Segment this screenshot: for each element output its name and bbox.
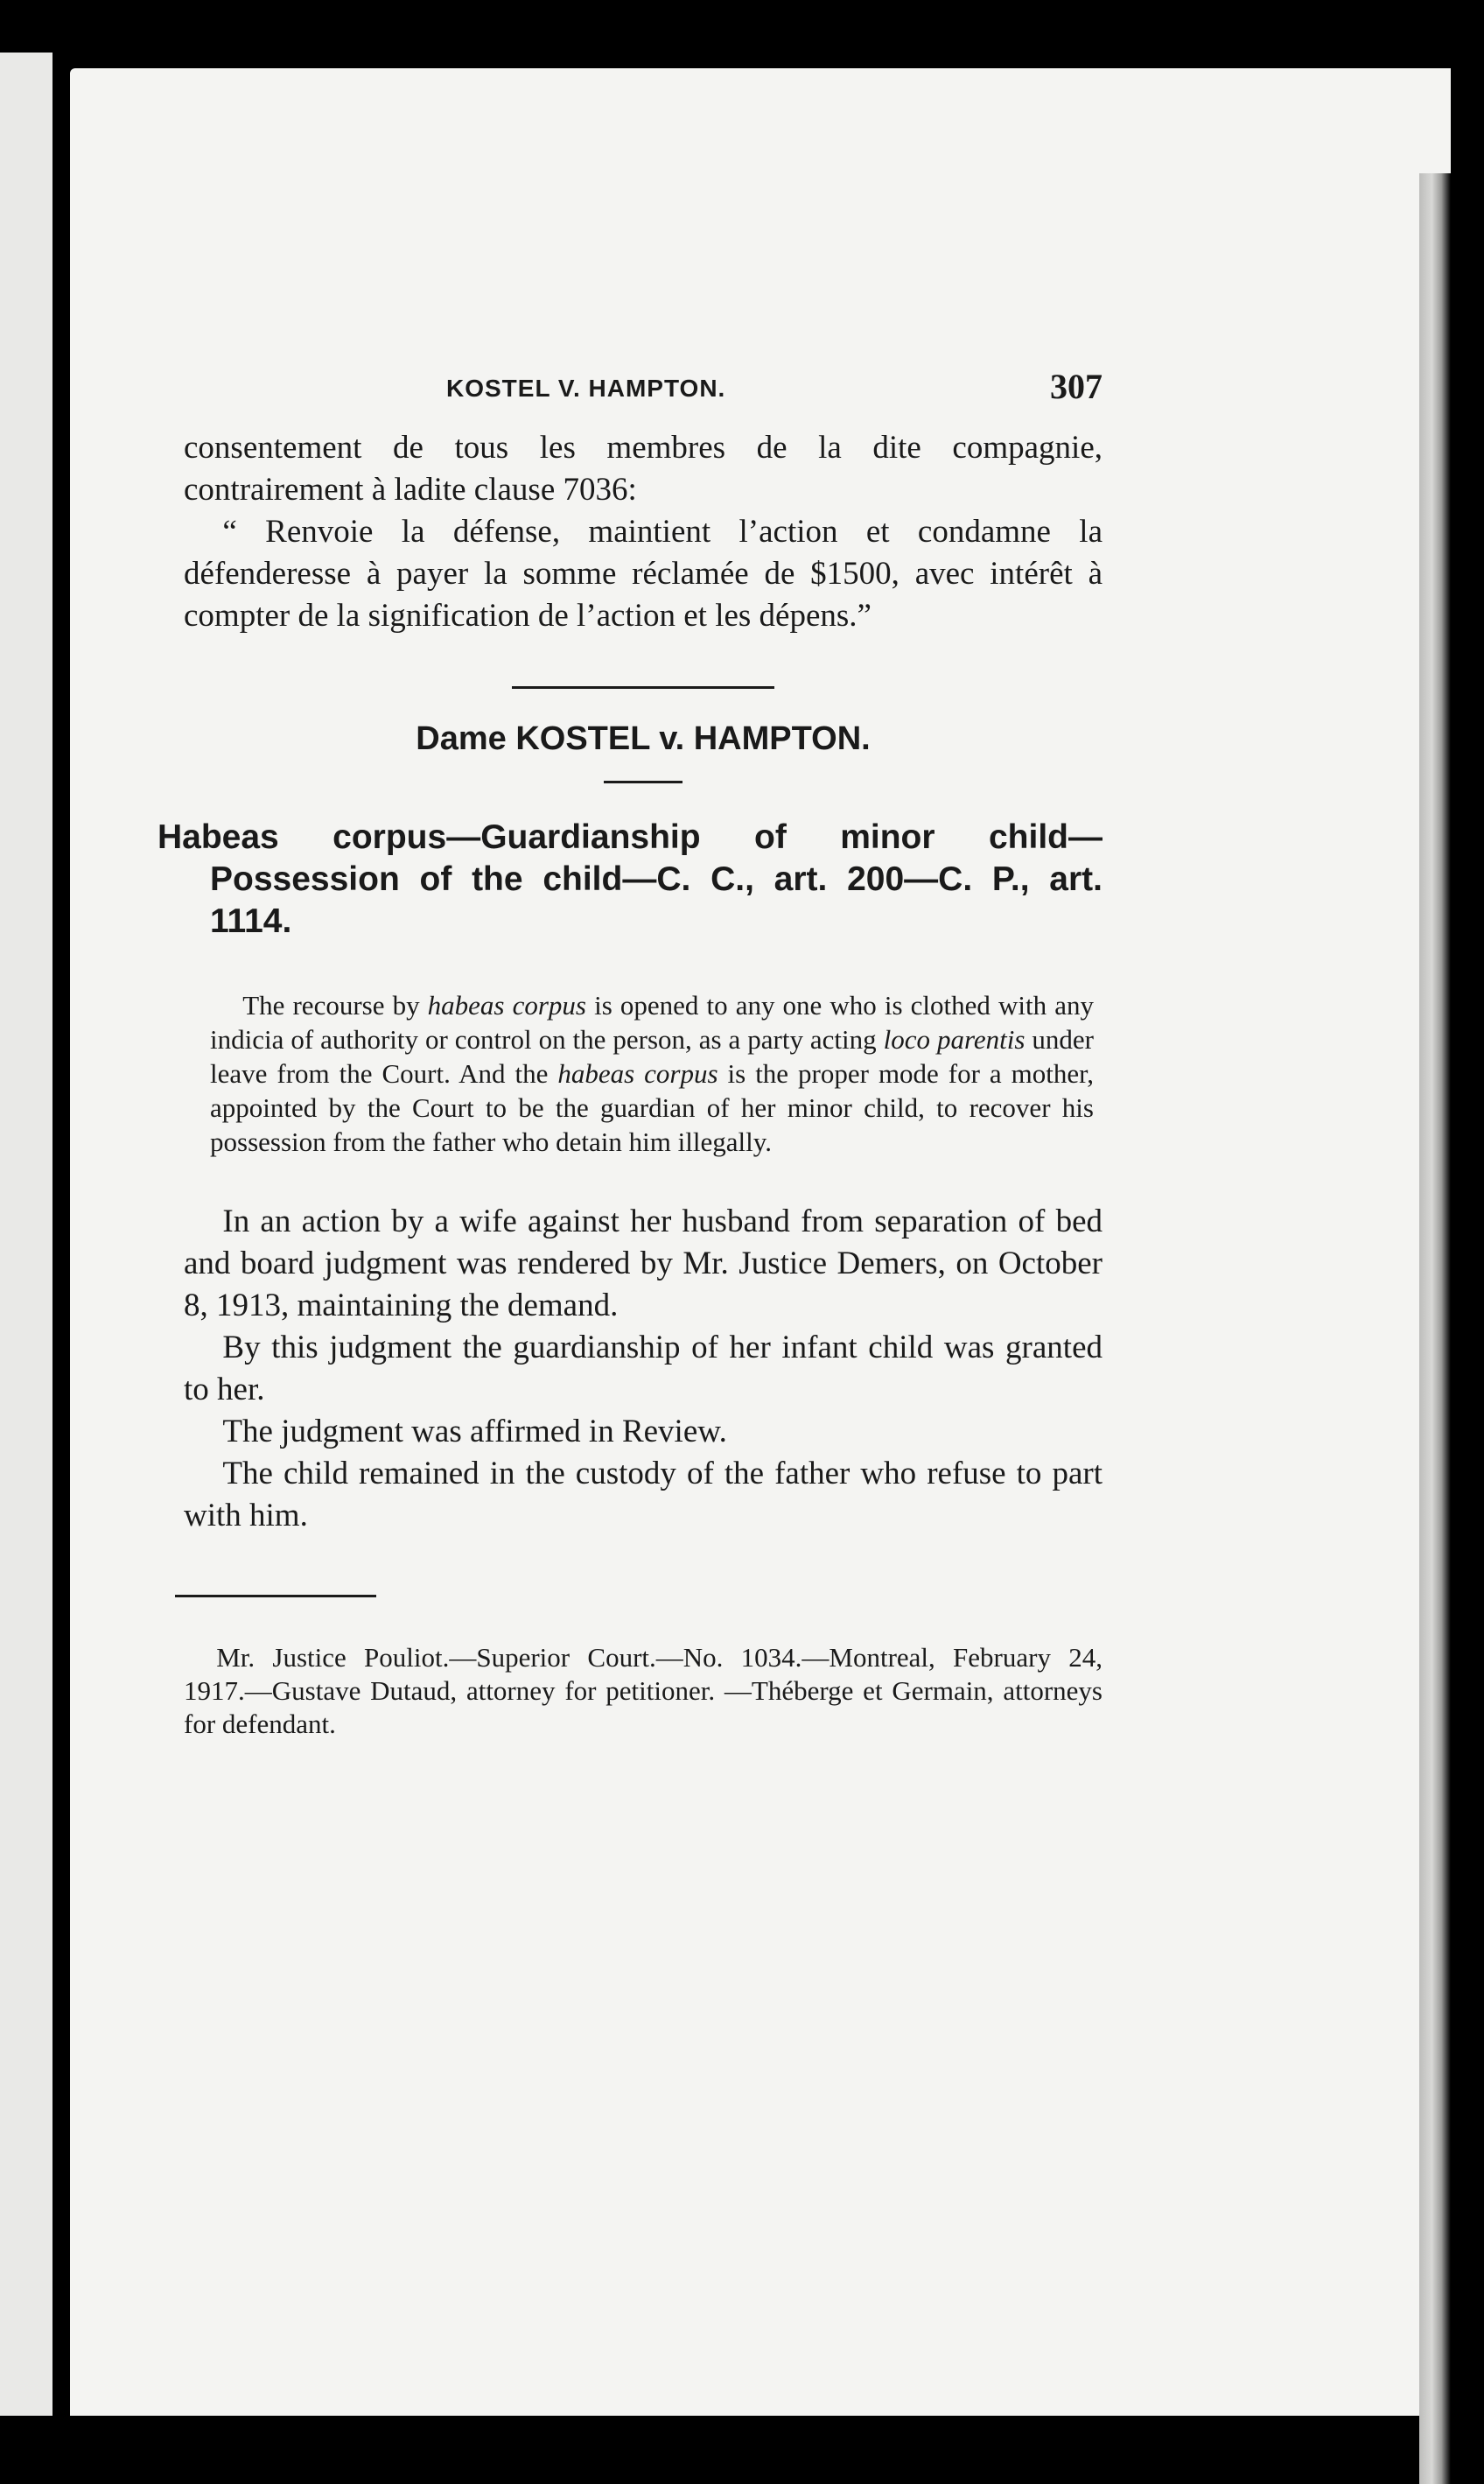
continued-paragraph: consentement de tous les membres de la dite compagnie, contrairement à ladite clause 7036:	[184, 430, 1102, 508]
quoted-judgment: “ Renvoie la défense, maintient l’action et condamne la défenderesse à payer la somme réclamée de $1500, avec intérêt à compter de la signification de l’action et les dépens.”	[184, 514, 1102, 634]
headnote: Habeas corpus—Guardianship of minor child—Possession of the child—C. C., art. 200—C. P., art. 1114.	[158, 818, 1102, 940]
summary-text-3: under leave from the Court. And the	[210, 1024, 1094, 1089]
footnote: Mr. Justice Pouliot.—Superior Court.—No. 1034.—Montreal, February 24, 1917.—Gustave Dutaud, attorney for petitioner. —Théberge et Germain, attorneys for defendant.	[184, 1642, 1102, 1739]
fact-paragraph: In an action by a wife against her husband from separation of bed and board judgment was rendered by Mr. Justice Demers, on October 8, 1913, maintaining the demand.	[184, 1203, 1102, 1323]
case-summary	[210, 988, 1094, 1159]
section-divider	[512, 686, 774, 689]
running-head	[184, 366, 1102, 427]
summary-text-4: is the proper mode for a mother, appointed by the Court to be the guardian of her minor child, to recover his possession from the father who detain him illegally.	[210, 1058, 1094, 1157]
page-content	[158, 366, 1102, 1741]
summary-text-2: is opened to any one who is clothed with any indicia of authority or control on the person, as a party acting	[210, 990, 1094, 1055]
summary-italic-1: habeas corpus	[427, 990, 586, 1021]
facts-section	[184, 1201, 1102, 1537]
binding-gutter	[52, 35, 70, 2416]
running-title: KOSTEL V. HAMPTON.	[446, 375, 726, 402]
case-title: Dame KOSTEL v. HAMPTON.	[416, 720, 871, 757]
summary-italic-3: habeas corpus	[557, 1058, 718, 1089]
page-stack-edge	[1419, 173, 1451, 2484]
title-underline	[604, 781, 682, 783]
fact-paragraph: By this judgment the guardianship of her infant child was granted to her.	[184, 1330, 1102, 1407]
fact-paragraph: The judgment was affirmed in Review.	[222, 1414, 727, 1449]
summary-text-1: The recourse by	[242, 990, 428, 1021]
page-number: 307	[1050, 367, 1102, 406]
facing-page-edge	[0, 53, 52, 2416]
summary-italic-2: loco parentis	[883, 1024, 1026, 1055]
fact-paragraph: The child remained in the custody of the father who refuse to part with him.	[184, 1456, 1102, 1533]
footnote-divider	[175, 1595, 376, 1597]
